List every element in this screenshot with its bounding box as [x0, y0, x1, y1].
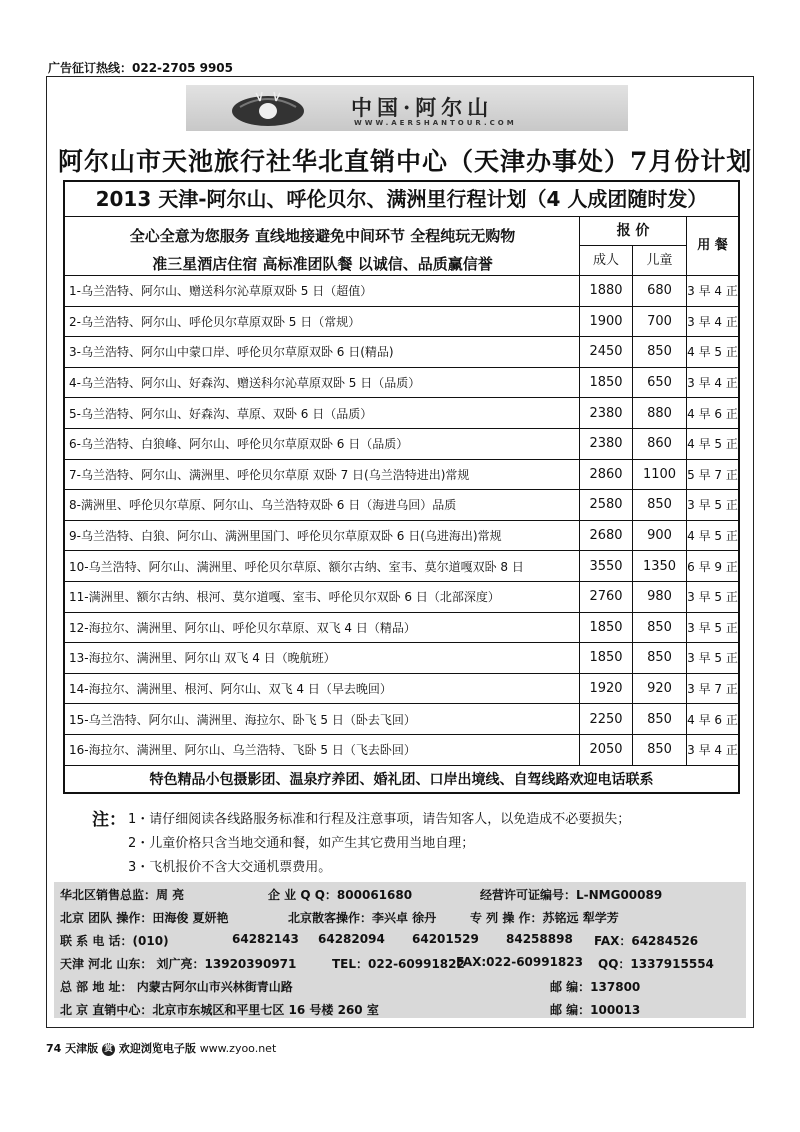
- welcome-text: 欢迎浏览电子版: [118, 1042, 196, 1055]
- meal-plan: 3 早 4 正: [687, 314, 738, 329]
- fax-number: FAX：64284526: [594, 934, 699, 948]
- deer-emblem-icon: [230, 89, 306, 127]
- phone-number[interactable]: 64282094: [318, 932, 385, 946]
- table-row: [65, 735, 738, 766]
- route-name: 16-海拉尔、满洲里、阿尔山、乌兰浩特、飞卧 5 日（飞去卧回）: [67, 735, 580, 765]
- table-footer: 特色精品小包摄影团、温泉疗养团、婚礼团、口岸出境线、自驾线路欢迎电话联系: [149, 772, 654, 788]
- meal-plan: 3 早 4 正: [687, 376, 738, 391]
- edition-label: 天津版: [65, 1042, 99, 1055]
- meal-plan: 3 早 4 正: [687, 743, 738, 758]
- route-name: 11-满洲里、额尔古纳、根河、莫尔道嘎、室韦、呼伦贝尔双卧 6 日（北部深度）: [67, 582, 580, 612]
- itinerary-table: [63, 180, 740, 794]
- page-footer: [46, 1040, 276, 1056]
- meal-plan: 3 早 5 正: [687, 651, 738, 666]
- phone-number[interactable]: 64282143: [232, 932, 299, 946]
- adult-price: 1850: [580, 613, 633, 643]
- brand-name: 中国·阿尔山: [351, 95, 494, 120]
- route-name: 12-海拉尔、满洲里、阿尔山、呼伦贝尔草原、双飞 4 日（精品）: [67, 613, 580, 643]
- child-price: 920: [633, 674, 687, 704]
- route-name: 1-乌兰浩特、阿尔山、赠送科尔沁草原双卧 5 日（超值）: [67, 276, 580, 306]
- table-row: [65, 429, 738, 460]
- tianjin-contact: 天津 河北 山东： 刘广亮：13920390971: [60, 957, 297, 971]
- itinerary-rows: [65, 276, 738, 766]
- route-name: 3-乌兰浩特、阿尔山中蒙口岸、呼伦贝尔草原双卧 6 日(精品): [67, 337, 580, 367]
- table-row: [65, 398, 738, 429]
- table-row: [65, 613, 738, 644]
- child-price: 980: [633, 582, 687, 612]
- adult-price: 2680: [580, 521, 633, 551]
- child-price: 700: [633, 307, 687, 337]
- child-price: 880: [633, 398, 687, 428]
- phone-label: 联 系 电 话：(010): [60, 934, 169, 948]
- route-name: 8-满洲里、呼伦贝尔草原、阿尔山、乌兰浩特双卧 6 日（海进乌回）品质: [67, 490, 580, 520]
- brand-url: WWW.AERSHANTOUR.COM: [354, 119, 517, 127]
- adult-price: 2380: [580, 398, 633, 428]
- note-item: 3・飞机报价不含大交通机票费用。: [128, 860, 332, 875]
- meal-plan: 3 早 5 正: [687, 498, 738, 513]
- meal-plan: 3 早 7 正: [687, 682, 738, 697]
- beijing-group-operators: 北京 团队 操作：田海俊 夏妍艳: [60, 911, 229, 925]
- child-price: 850: [633, 704, 687, 734]
- intro-line-1: 全心全意为您服务 直线地接避免中间环节 全程纯玩无购物: [129, 227, 516, 245]
- beijing-postcode: 邮 编：100013: [550, 1003, 641, 1017]
- table-row: [65, 368, 738, 399]
- meal-plan: 4 早 5 正: [687, 345, 738, 360]
- meal-plan: 6 早 9 正: [687, 559, 738, 574]
- table-row: [65, 643, 738, 674]
- intro-line-2: 准三星酒店住宿 高标准团队餐 以诚信、品质赢信誉: [152, 255, 493, 273]
- route-name: 9-乌兰浩特、白狼、阿尔山、满洲里国门、呼伦贝尔草原双卧 6 日(乌进海出)常规: [67, 521, 580, 551]
- adult-price: 1850: [580, 368, 633, 398]
- brand-banner: [186, 85, 628, 131]
- page-number: 74: [46, 1042, 62, 1055]
- phone-number[interactable]: 84258898: [506, 932, 573, 946]
- adult-price: 2380: [580, 429, 633, 459]
- route-name: 13-海拉尔、满洲里、阿尔山 双飞 4 日（晚航班）: [67, 643, 580, 673]
- child-price: 680: [633, 276, 687, 306]
- adult-price: 2860: [580, 460, 633, 490]
- license-number: 经营许可证编号：L-NMG00089: [480, 888, 663, 902]
- table-row: [65, 307, 738, 338]
- table-row: [65, 521, 738, 552]
- note-item: 2・儿童价格只含当地交通和餐，如产生其它费用当地自理；: [128, 836, 475, 851]
- child-price: 650: [633, 368, 687, 398]
- site-link[interactable]: www.zyoo.net: [199, 1042, 277, 1055]
- hq-postcode: 邮 编：137800: [550, 980, 641, 994]
- child-price: 900: [633, 521, 687, 551]
- table-row: [65, 551, 738, 582]
- table-row: [65, 674, 738, 705]
- special-train-operators: 专 列 操 作：苏铭远 犁学芳: [470, 911, 619, 925]
- adult-price: 2580: [580, 490, 633, 520]
- child-price: 850: [633, 613, 687, 643]
- route-name: 14-海拉尔、满洲里、根河、阿尔山、双飞 4 日（早去晚回）: [67, 674, 580, 704]
- route-name: 10-乌兰浩特、阿尔山、满洲里、呼伦贝尔草原、额尔古纳、室韦、莫尔道嘎双卧 8 日: [67, 551, 580, 581]
- phone-number[interactable]: 64201529: [412, 932, 479, 946]
- page-headline: 阿尔山市天池旅行社华北直销中心（天津办事处）7月份计划: [58, 147, 753, 176]
- route-name: 6-乌兰浩特、白狼峰、阿尔山、呼伦贝尔草原双卧 6 日（品质）: [67, 429, 580, 459]
- table-row: [65, 704, 738, 735]
- tianjin-tel[interactable]: TEL：022-60991822: [332, 957, 465, 971]
- meal-plan: 4 早 5 正: [687, 529, 738, 544]
- route-name: 2-乌兰浩特、阿尔山、呼伦贝尔草原双卧 5 日（常规）: [67, 307, 580, 337]
- table-row: [65, 337, 738, 368]
- route-name: 5-乌兰浩特、阿尔山、好森沟、草原、双卧 6 日（品质）: [67, 398, 580, 428]
- header-child: 儿童: [633, 246, 687, 276]
- child-price: 1100: [633, 460, 687, 490]
- child-price: 850: [633, 643, 687, 673]
- header-meal: 用 餐: [687, 216, 738, 276]
- adult-price: 1920: [580, 674, 633, 704]
- tianjin-fax: FAX:022-60991823: [456, 955, 583, 969]
- beijing-individual-operators: 北京散客操作：李兴卓 徐丹: [288, 911, 437, 925]
- adult-price: 1900: [580, 307, 633, 337]
- table-title: 2013 天津-阿尔山、呼伦贝尔、满洲里行程计划（4 人成团随时发）: [65, 182, 738, 217]
- table-row: [65, 460, 738, 491]
- adult-price: 2250: [580, 704, 633, 734]
- table-row: [65, 490, 738, 521]
- child-price: 850: [633, 735, 687, 765]
- note-item: 1・请仔细阅读各线路服务标准和行程及注意事项，请告知客人，以免造成不必要损失；: [128, 812, 631, 827]
- ad-hotline: 广告征订热线：022-2705 9905: [48, 61, 234, 75]
- meal-plan: 3 早 5 正: [687, 590, 738, 605]
- notes-label: 注：: [92, 810, 126, 830]
- tianjin-qq: QQ：1337915554: [598, 957, 714, 971]
- child-price: 1350: [633, 551, 687, 581]
- beijing-center-address: 北 京 直销中心：北京市东城区和平里七区 16 号楼 260 室: [60, 1003, 379, 1017]
- company-qq: 企 业 Q Q：800061680: [268, 888, 413, 902]
- route-name: 15-乌兰浩特、阿尔山、满洲里、海拉尔、卧飞 5 日（卧去飞回）: [67, 704, 580, 734]
- child-price: 850: [633, 337, 687, 367]
- table-row: [65, 582, 738, 613]
- route-name: 7-乌兰浩特、阿尔山、满洲里、呼伦贝尔草原 双卧 7 日(乌兰浩特进出)常规: [67, 460, 580, 490]
- child-price: 850: [633, 490, 687, 520]
- contact-panel: [54, 882, 746, 1018]
- adult-price: 1850: [580, 643, 633, 673]
- route-name: 4-乌兰浩特、阿尔山、好森沟、赠送科尔沁草原双卧 5 日（品质）: [67, 368, 580, 398]
- meal-plan: 5 早 7 正: [687, 467, 738, 482]
- sales-director: 华北区销售总监：周 亮: [60, 888, 185, 902]
- adult-price: 2450: [580, 337, 633, 367]
- table-row: [65, 276, 738, 307]
- adult-price: 3550: [580, 551, 633, 581]
- meal-plan: 3 早 4 正: [687, 284, 738, 299]
- meal-plan: 4 早 6 正: [687, 712, 738, 727]
- adult-price: 2050: [580, 735, 633, 765]
- meal-plan: 4 早 6 正: [687, 406, 738, 421]
- child-price: 860: [633, 429, 687, 459]
- adult-price: 1880: [580, 276, 633, 306]
- header-price: 报 价: [580, 216, 687, 246]
- meal-plan: 3 早 5 正: [687, 620, 738, 635]
- edition-badge-icon: 赏: [103, 1043, 113, 1054]
- hq-address: 总 部 地 址： 内蒙古阿尔山市兴林街青山路: [60, 980, 293, 994]
- meal-plan: 4 早 5 正: [687, 437, 738, 452]
- adult-price: 2760: [580, 582, 633, 612]
- header-adult: 成人: [580, 246, 633, 276]
